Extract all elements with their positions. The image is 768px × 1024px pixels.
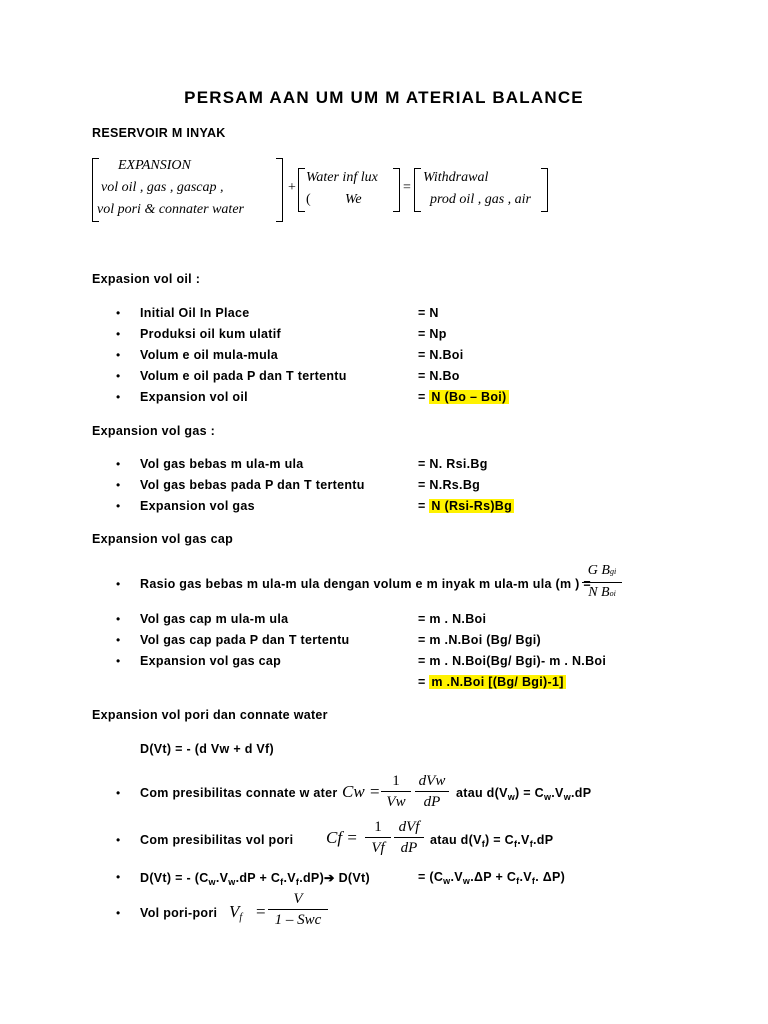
highlighted-value: N (Rsi-Rs)Bg bbox=[431, 499, 513, 513]
oil-item-label: Volum e oil mula-mula bbox=[140, 348, 279, 362]
cf-rhs-pre: atau d(V bbox=[430, 833, 482, 847]
sub: f bbox=[239, 912, 243, 923]
sub: w bbox=[462, 876, 471, 886]
gascap-item-value: = m .N.Boi (Bg/ Bgi) bbox=[418, 633, 542, 647]
bullet: • bbox=[116, 306, 121, 320]
gas-item-label: Expansion vol gas bbox=[140, 499, 255, 513]
oil-item-label: Initial Oil In Place bbox=[140, 306, 250, 320]
sub: f bbox=[529, 839, 534, 849]
cw-f2-num: dVw bbox=[418, 773, 446, 789]
gas-item-value: = N.Rs.Bg bbox=[418, 478, 481, 492]
cf-lhs: Cf = bbox=[326, 828, 358, 847]
sub: w bbox=[208, 877, 216, 887]
dvt2-c: .dP + C bbox=[235, 871, 281, 885]
bullet: • bbox=[116, 369, 121, 383]
eq-equals: = bbox=[403, 180, 411, 195]
bullet: • bbox=[116, 612, 121, 626]
cw-rhs-mid2: .V bbox=[551, 786, 564, 800]
cf-fraction-1 bbox=[365, 818, 391, 857]
sub: f bbox=[280, 877, 284, 887]
sub: w bbox=[228, 877, 236, 887]
dvt-combined-right bbox=[418, 870, 565, 886]
vp-label: Vol pori-pori bbox=[140, 906, 218, 920]
withdrawal-left-bracket bbox=[414, 168, 421, 212]
cf-rhs-mid: ) = C bbox=[485, 833, 514, 847]
gascap-item-label: Vol gas cap pada P dan T tertentu bbox=[140, 633, 350, 647]
dvt2-b: .V bbox=[215, 871, 229, 885]
bullet: • bbox=[116, 633, 121, 647]
eq-plus: + bbox=[288, 180, 296, 195]
cf-rhs-mid2: .V bbox=[517, 833, 530, 847]
value-prefix: = bbox=[418, 675, 430, 689]
cw-f1-den: Vw bbox=[386, 794, 406, 810]
value-prefix: = bbox=[418, 499, 430, 513]
ratio-num: G B bbox=[587, 563, 610, 578]
gas-item-value: = N. Rsi.Bg bbox=[418, 457, 488, 471]
vp-eq: = bbox=[256, 902, 266, 921]
cw-label: Com presibilitas connate w ater bbox=[140, 786, 338, 800]
ratio-den-sub: oi bbox=[609, 589, 616, 598]
arrow-icon: ➔ bbox=[324, 871, 335, 885]
gascap-ratio-label: Rasio gas bebas m ula-m ula dengan volum e m inyak m ula-m ula (m ) = bbox=[140, 577, 592, 591]
cw-rhs bbox=[456, 786, 591, 802]
cw-fraction-1 bbox=[381, 772, 411, 811]
bullet: • bbox=[116, 577, 121, 591]
eq-withdrawal-line2: prod oil , gas , air bbox=[430, 192, 531, 207]
sub: w bbox=[507, 792, 516, 802]
oil-heading: Expasion vol oil : bbox=[92, 272, 201, 286]
dvt2-h: .V bbox=[450, 870, 463, 884]
dvt2-g: = (C bbox=[418, 870, 444, 884]
cf-rhs bbox=[430, 833, 553, 849]
gas-item-label: Vol gas bebas m ula-m ula bbox=[140, 457, 304, 471]
gas-item-label: Vol gas bebas pada P dan T tertentu bbox=[140, 478, 365, 492]
oil-item-label: Expansion vol oil bbox=[140, 390, 248, 404]
dvt2-i: .ΔP + C bbox=[470, 870, 517, 884]
bullet: • bbox=[116, 833, 121, 847]
eq-line1: vol oil , gas , gascap , bbox=[101, 180, 224, 195]
eq-water-line2: We bbox=[345, 192, 362, 207]
bullet: • bbox=[116, 348, 121, 362]
right-bracket bbox=[276, 158, 283, 222]
cf-rhs-end: .dP bbox=[533, 833, 554, 847]
value-prefix: = bbox=[418, 390, 430, 404]
bullet: • bbox=[116, 499, 121, 513]
sub: w bbox=[443, 876, 451, 886]
gascap-heading: Expansion vol gas cap bbox=[92, 532, 234, 546]
ratio-num-sub: gi bbox=[609, 567, 617, 576]
sub: f bbox=[516, 876, 520, 886]
cw-rhs-end: .dP bbox=[571, 786, 592, 800]
bullet: • bbox=[116, 457, 121, 471]
cf-f1-den: Vf bbox=[371, 840, 385, 856]
sub: w bbox=[543, 792, 552, 802]
cf-f2-den: dP bbox=[400, 840, 418, 856]
water-left-bracket bbox=[298, 168, 305, 212]
eq-expansion-label: EXPANSION bbox=[118, 158, 191, 173]
dvt2-k: . ΔP) bbox=[535, 870, 566, 884]
gas-item-value bbox=[418, 499, 514, 513]
sub: w bbox=[563, 792, 572, 802]
bullet: • bbox=[116, 870, 121, 884]
oil-item-value bbox=[418, 390, 509, 404]
bullet: • bbox=[116, 478, 121, 492]
cf-fraction-2 bbox=[394, 818, 424, 857]
withdrawal-right-bracket bbox=[541, 168, 548, 212]
sub: f bbox=[481, 839, 486, 849]
gascap-item-value: = m . N.Boi(Bg/ Bgi)- m . N.Boi bbox=[418, 654, 607, 668]
cw-rhs-pre: atau d(V bbox=[456, 786, 508, 800]
dvt2-f: D(Vt) bbox=[334, 871, 370, 885]
gascap-result bbox=[418, 675, 566, 689]
bullet: • bbox=[116, 786, 121, 800]
gascap-item-label: Vol gas cap m ula-m ula bbox=[140, 612, 289, 626]
oil-item-label: Volum e oil pada P dan T tertentu bbox=[140, 369, 347, 383]
bullet: • bbox=[116, 906, 121, 920]
cw-fraction-2 bbox=[415, 772, 449, 811]
cf-f2-num: dVf bbox=[398, 819, 420, 835]
cw-f1-num: 1 bbox=[392, 773, 400, 789]
ratio-den: N B bbox=[588, 585, 610, 600]
eq-water-open: ( bbox=[306, 192, 311, 207]
cw-rhs-mid: ) = C bbox=[515, 786, 544, 800]
oil-item-value: = N.Bo bbox=[418, 369, 460, 383]
oil-item-value: = Np bbox=[418, 327, 447, 341]
gascap-item-label: Expansion vol gas cap bbox=[140, 654, 282, 668]
eq-withdrawal-line1: Withdrawal bbox=[423, 170, 489, 185]
dvt-equation: D(Vt) = - (d Vw + d Vf) bbox=[140, 742, 274, 756]
vp-lhs-v: V bbox=[229, 902, 240, 921]
vp-num: V bbox=[293, 891, 303, 907]
cw-lhs: Cw = bbox=[342, 782, 381, 801]
gascap-item-value: = m . N.Boi bbox=[418, 612, 487, 626]
pori-heading: Expansion vol pori dan connate water bbox=[92, 708, 328, 722]
dvt2-a: D(Vt) = - (C bbox=[140, 871, 209, 885]
highlighted-value: m .N.Boi [(Bg/ Bgi)-1] bbox=[431, 675, 564, 689]
subtitle: RESERVOIR M INYAK bbox=[92, 126, 226, 140]
bullet: • bbox=[116, 654, 121, 668]
sub: f bbox=[531, 876, 536, 886]
vp-fraction bbox=[268, 890, 328, 929]
bullet: • bbox=[116, 390, 121, 404]
vp-den: 1 – Swc bbox=[274, 912, 322, 928]
eq-water-line1: Water inf lux bbox=[306, 170, 378, 185]
dvt2-j: .V bbox=[519, 870, 532, 884]
gascap-ratio-fraction bbox=[582, 562, 622, 603]
dvt2-e: .dP) bbox=[299, 871, 325, 885]
cw-f2-den: dP bbox=[423, 794, 441, 810]
oil-item-value: = N bbox=[418, 306, 439, 320]
cf-label: Com presibilitas vol pori bbox=[140, 833, 294, 847]
sub: f bbox=[295, 877, 300, 887]
vp-lhs bbox=[229, 902, 242, 923]
dvt2-d: .V bbox=[283, 871, 296, 885]
page-title: PERSAM AAN UM UM M ATERIAL BALANCE bbox=[184, 88, 584, 107]
sub: f bbox=[513, 839, 518, 849]
highlighted-value: N (Bo – Boi) bbox=[431, 390, 507, 404]
cf-f1-num: 1 bbox=[374, 819, 382, 835]
oil-item-label: Produksi oil kum ulatif bbox=[140, 327, 281, 341]
water-right-bracket bbox=[393, 168, 400, 212]
eq-line2: vol pori & connater water bbox=[97, 202, 244, 217]
dvt-combined-left bbox=[140, 870, 370, 887]
bullet: • bbox=[116, 327, 121, 341]
oil-item-value: = N.Boi bbox=[418, 348, 464, 362]
gas-heading: Expansion vol gas : bbox=[92, 424, 216, 438]
